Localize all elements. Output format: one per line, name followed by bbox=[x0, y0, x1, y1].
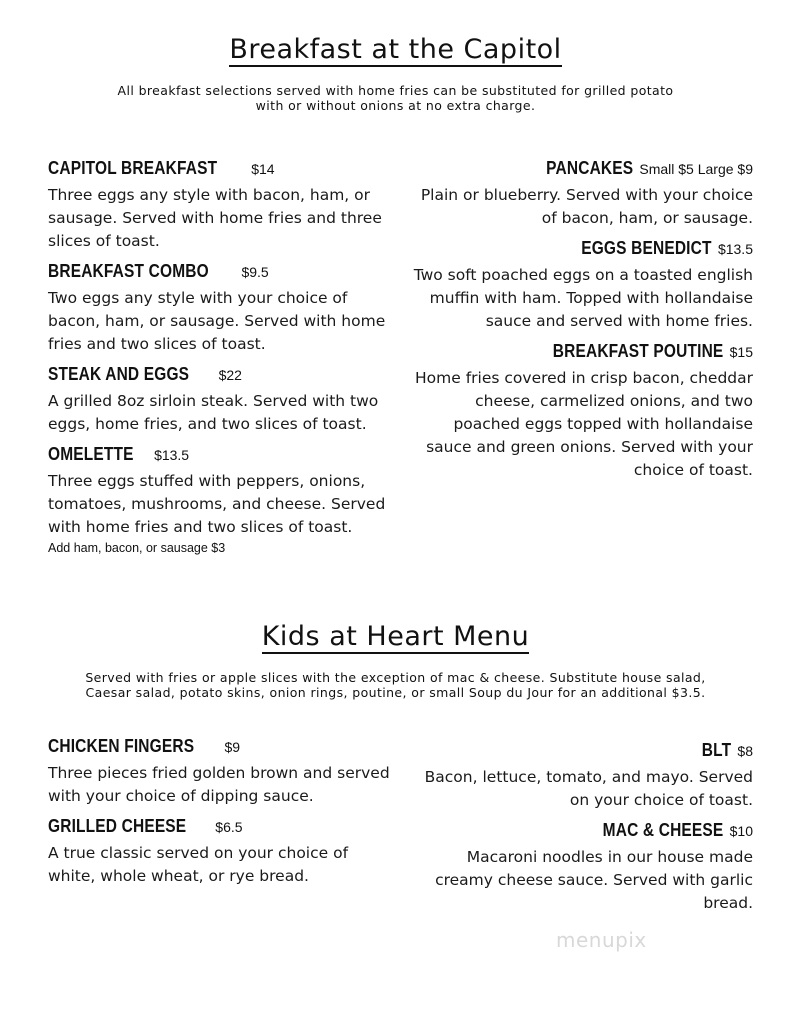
item-price: $9 bbox=[224, 739, 241, 755]
item-description: Three eggs any style with bacon, ham, or sausage. Served with home fries and three slices of toast. bbox=[48, 186, 382, 250]
item-description: Two eggs any style with your choice of bacon, ham, or sausage. Served with home fries and two slices of toast. bbox=[48, 289, 386, 353]
item-name: OMELETTE bbox=[48, 444, 134, 464]
item-price: $14 bbox=[251, 161, 275, 177]
breakfast-title: Breakfast at the Capitol bbox=[229, 34, 562, 65]
item-description: Macaroni noodles in our house made creamy cheese sauce. Served with garlic bread. bbox=[435, 848, 753, 912]
item-name: PANCAKES bbox=[545, 158, 633, 178]
breakfast-left-column bbox=[48, 154, 398, 559]
item-price: $6.5 bbox=[215, 819, 243, 835]
item-price: Small $5 Large $9 bbox=[639, 161, 753, 177]
kids-note: Served with fries or apple slices with the exception of mac & cheese. Substitute house salad, Caesar salad, potato skins, onion rings, poutine, or small Soup du Jour for an additional $3.5. bbox=[85, 670, 706, 700]
item-name: GRILLED CHEESE bbox=[48, 816, 187, 836]
kids-title: Kids at Heart Menu bbox=[261, 621, 530, 652]
item-name: BREAKFAST COMBO bbox=[48, 261, 209, 281]
item-name: CAPITOL BREAKFAST bbox=[48, 158, 218, 178]
item-price: $10 bbox=[729, 823, 753, 839]
item-price: $8 bbox=[737, 743, 753, 759]
menu-item bbox=[410, 337, 753, 482]
menu-item bbox=[48, 440, 398, 555]
menu-item bbox=[410, 154, 753, 230]
menu-item bbox=[410, 234, 753, 333]
watermark-logo: menupix bbox=[556, 928, 647, 952]
item-price: $13.5 bbox=[717, 241, 753, 257]
item-description: Bacon, lettuce, tomato, and mayo. Served on your choice of toast. bbox=[424, 768, 753, 809]
menu-item bbox=[48, 257, 398, 356]
item-description: A grilled 8oz sirloin steak. Served with two eggs, home fries, and two slices of toast. bbox=[48, 392, 379, 433]
item-name: EGGS BENEDICT bbox=[581, 238, 712, 258]
menu-item bbox=[48, 360, 398, 436]
item-name: BLT bbox=[701, 740, 731, 760]
item-name: CHICKEN FINGERS bbox=[48, 736, 195, 756]
item-price: $15 bbox=[729, 344, 753, 360]
item-description: A true classic served on your choice of white, whole wheat, or rye bread. bbox=[48, 844, 349, 885]
breakfast-note: All breakfast selections served with home fries can be substituted for grilled potato with or without onions at no extra charge. bbox=[117, 83, 674, 113]
item-name: STEAK AND EGGS bbox=[48, 364, 190, 384]
menu-item bbox=[48, 812, 398, 888]
item-price: $22 bbox=[218, 367, 242, 383]
item-description: Plain or blueberry. Served with your choice of bacon, ham, or sausage. bbox=[420, 186, 753, 227]
item-price: $9.5 bbox=[241, 264, 269, 280]
item-price: $13.5 bbox=[154, 447, 190, 463]
menu-item bbox=[410, 736, 753, 812]
breakfast-right-column bbox=[410, 154, 753, 486]
item-name: BREAKFAST POUTINE bbox=[552, 341, 724, 361]
item-description: Two soft poached eggs on a toasted english muffin with ham. Topped with hollandaise sauce and served with home fries. bbox=[413, 266, 753, 330]
menu-item bbox=[48, 154, 398, 253]
item-name: MAC & CHEESE bbox=[602, 820, 724, 840]
item-description: Three eggs stuffed with peppers, onions, tomatoes, mushrooms, and cheese. Served with home fries and two slices of toast. bbox=[48, 472, 386, 536]
menu-item bbox=[48, 732, 398, 808]
item-description: Home fries covered in crisp bacon, cheddar cheese, carmelized onions, and two poached eggs topped with hollandaise sauce and green onions. Served with your choice of toast. bbox=[415, 369, 753, 479]
kids-right-column bbox=[410, 736, 753, 919]
item-description: Three pieces fried golden brown and served with your choice of dipping sauce. bbox=[48, 764, 390, 805]
item-addon-note: Add ham, bacon, or sausage $3 bbox=[48, 541, 226, 555]
menu-item bbox=[410, 816, 753, 915]
kids-left-column bbox=[48, 732, 398, 892]
